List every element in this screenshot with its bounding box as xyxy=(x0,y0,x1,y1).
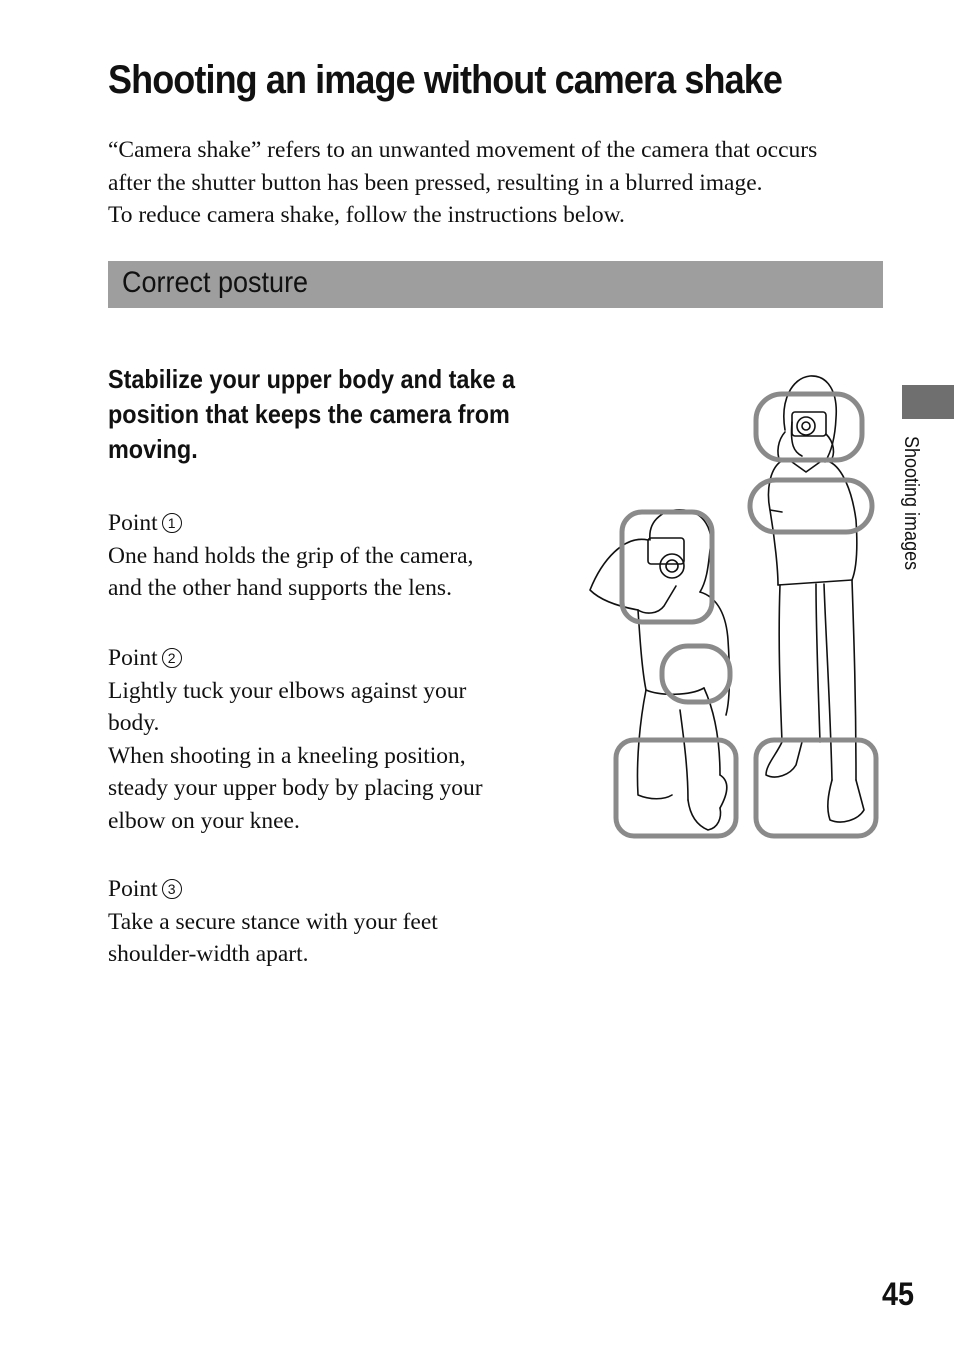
standing-figure xyxy=(766,376,864,822)
section-title: Correct posture xyxy=(122,266,309,299)
point-heading xyxy=(108,873,548,906)
point-heading xyxy=(108,642,548,675)
section-tab-marker xyxy=(902,385,954,419)
intro-line: “Camera shake” refers to an unwanted movement of the camera that occurs xyxy=(108,137,818,163)
highlight-rings xyxy=(616,394,876,836)
point-label: Point xyxy=(108,876,158,902)
point-label: Point xyxy=(108,645,158,671)
point-text: shoulder-width apart. xyxy=(108,941,309,967)
point-1 xyxy=(108,507,548,605)
point-2-ring xyxy=(662,646,730,702)
point-3 xyxy=(108,873,548,971)
page-title: Shooting an image without camera shake xyxy=(108,58,782,102)
intro-line: To reduce camera shake, follow the instructions below. xyxy=(108,202,625,228)
lead-line: Stabilize your upper body and take a xyxy=(108,364,515,394)
intro-paragraph xyxy=(108,134,898,232)
point-text: When shooting in a kneeling position, xyxy=(108,742,466,769)
point-2 xyxy=(108,642,548,837)
point-label: Point xyxy=(108,510,158,536)
point-1-ring xyxy=(622,512,712,622)
point-text: steady your upper body by placing your xyxy=(108,775,483,801)
posture-illustration xyxy=(580,370,885,845)
point-text: and the other hand supports the lens. xyxy=(108,575,452,601)
lead-heading xyxy=(108,362,531,467)
side-section-label: Shooting images xyxy=(900,436,922,571)
circled-number: 2 xyxy=(162,648,182,668)
point-text: One hand holds the grip of the camera, xyxy=(108,542,474,569)
point-text: body. xyxy=(108,710,160,736)
point-text: Take a secure stance with your feet xyxy=(108,908,438,935)
point-text: elbow on your knee. xyxy=(108,807,300,834)
point-heading xyxy=(108,507,548,540)
lead-line: position that keeps the camera from xyxy=(108,399,510,429)
point-text: Lightly tuck your elbows against your xyxy=(108,677,467,704)
section-header xyxy=(108,261,883,308)
page-number: 45 xyxy=(882,1276,915,1312)
circled-number: 3 xyxy=(162,879,182,899)
circled-number: 1 xyxy=(162,513,182,533)
intro-line: after the shutter button has been pressed, resulting in a blurred image. xyxy=(108,169,763,196)
lead-line: moving. xyxy=(108,434,198,464)
point-1-ring xyxy=(756,394,862,460)
